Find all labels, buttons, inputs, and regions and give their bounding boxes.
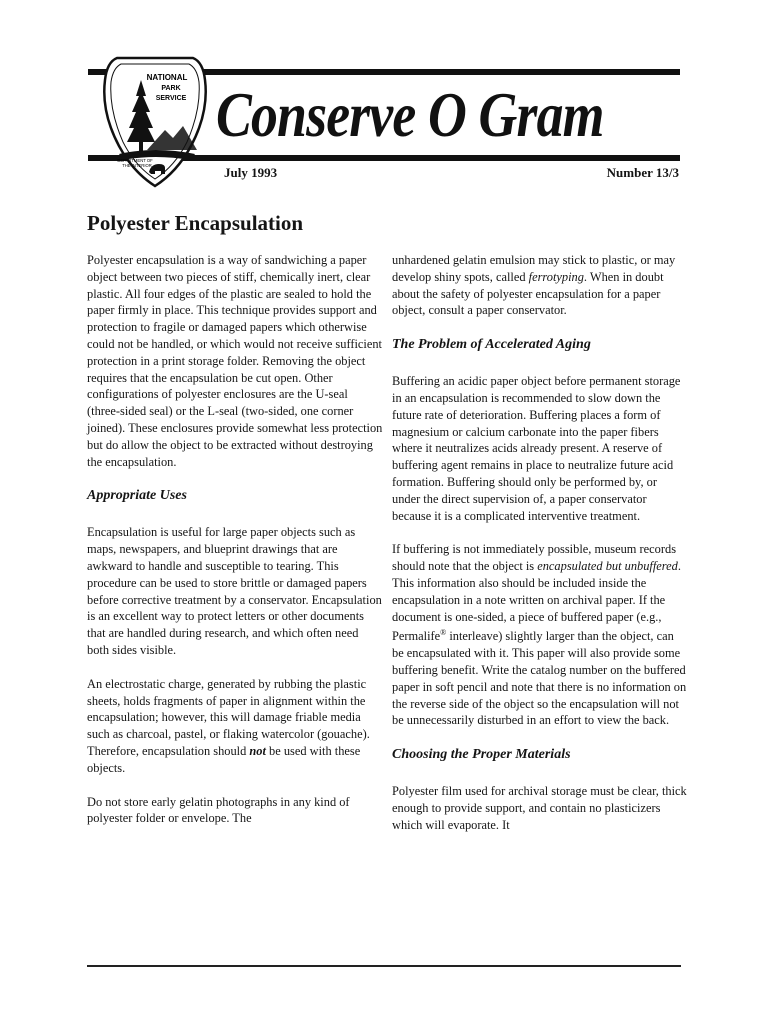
- materials-paragraph: Polyester film used for archival storage must be clear, thick enough to provide support, and contain no plasticizers which will evaporate. It: [392, 784, 687, 832]
- uses-paragraph: Encapsulation is useful for large paper objects such as maps, newspapers, and blueprint drawings that are awkward to handle and susceptible to tearing. This procedure can be used to store brittle or damaged papers before corrective treatment by a conservator. Encapsulation is an excellent way to protect letters or other documents that are handled during research, and which often need both sides visible.: [87, 525, 382, 657]
- text-run: An electrostatic charge, generated by rubbing the plastic sheets, holds fragments of paper in alignment within the encapsulation; however, this will damage friable media such as charcoal, pastel, or flaking watercolor (gouache). Therefore, encapsulation should: [87, 676, 370, 758]
- ferrotyping-paragraph: [392, 252, 688, 319]
- buffering-paragraph: Buffering an acidic paper object before permanent storage in an encapsulation is recommended to slow down the future rate of deterioration. Buffering places a form of magnesium or calcium carbonate into the paper fibers where it neutralizes acids already present. A reserve of buffering agent remains in place to neutralize future acid formation. Buffering should only be performed by, or under the direct supervision of, a paper conservator because it is a complicated interventive treatment.: [392, 374, 681, 523]
- unbuffered-paragraph: [392, 541, 688, 729]
- text-run: . This information also should be included inside the encapsulation in a note written on archival paper. If the document is one-sided, a piece of buffered paper (e.g., Permalife: [392, 559, 681, 644]
- issue-date: July 1993: [224, 165, 278, 180]
- heading-proper-materials: Choosing the Proper Materials: [392, 747, 571, 763]
- text-run: If buffering is not immediately possible, museum records should note that the object is: [392, 542, 677, 574]
- logo-line-interior: THE INTERIOR: [122, 163, 152, 168]
- right-column: [392, 252, 688, 851]
- logo-line-department: DEPARTMENT OF: [117, 158, 153, 163]
- gelatin-paragraph: Do not store early gelatin photographs in any kind of polyester folder or envelope. The: [87, 794, 350, 826]
- text-run: . When in doubt about the safety of polyester encapsulation for a paper object, consult a paper conservator.: [392, 269, 664, 318]
- logo-line-national: NATIONAL: [146, 73, 188, 82]
- emphasis-ferrotyping: ferrotyping: [528, 269, 584, 284]
- nps-arrowhead-logo: [99, 50, 211, 190]
- logo-line-service: SERVICE: [155, 95, 187, 102]
- emphasis-unbuffered: encapsulated but unbuffered: [537, 559, 678, 574]
- logo-line-park: PARK: [161, 85, 181, 92]
- heading-accelerated-aging: The Problem of Accelerated Aging: [392, 337, 591, 353]
- left-column: [87, 252, 383, 844]
- text-run: interleave) slightly larger than the object, can be encapsulated with it. This paper will also provide some buffering benefit. Write the catalog number on the buffered paper in soft pencil and note that there is no information on the reverse side of the object so the encapsulation will not be unnecessarily disturbed in an effort to view the back.: [392, 629, 687, 728]
- article-title: Polyester Encapsulation: [87, 211, 304, 235]
- emphasis-not: not: [249, 743, 266, 758]
- footer-rule: [87, 965, 681, 967]
- newsletter-title: Conserve O Gram: [216, 79, 604, 150]
- heading-appropriate-uses: Appropriate Uses: [87, 488, 187, 504]
- issue-number: Number 13/3: [606, 165, 679, 180]
- text-run: be used with these objects.: [87, 743, 361, 775]
- electrostatic-paragraph: [87, 676, 383, 777]
- text-run: unhardened gelatin emulsion may stick to plastic, or may develop shiny spots, called: [392, 253, 676, 284]
- registered-mark: ®: [440, 628, 447, 638]
- intro-paragraph: Polyester encapsulation is a way of sandwiching a paper object between two pieces of stiff, chemically inert, clear plastic. All four edges of the plastic are sealed to hold the paper firmly in place. This technique provides support and protection to fragile or damaged papers which otherwise could not be handled, or which would not receive sufficient protection in a print storage folder. Removing the object requires that the encapsulation be cut open. Other configurations of polyester enclosures are the U-seal (three-sided seal) or the L-seal (two-sided, one corner joined). These enclosures provide somewhat less protection but do allow the object to be extracted without destroying the encapsulation.: [87, 253, 383, 469]
